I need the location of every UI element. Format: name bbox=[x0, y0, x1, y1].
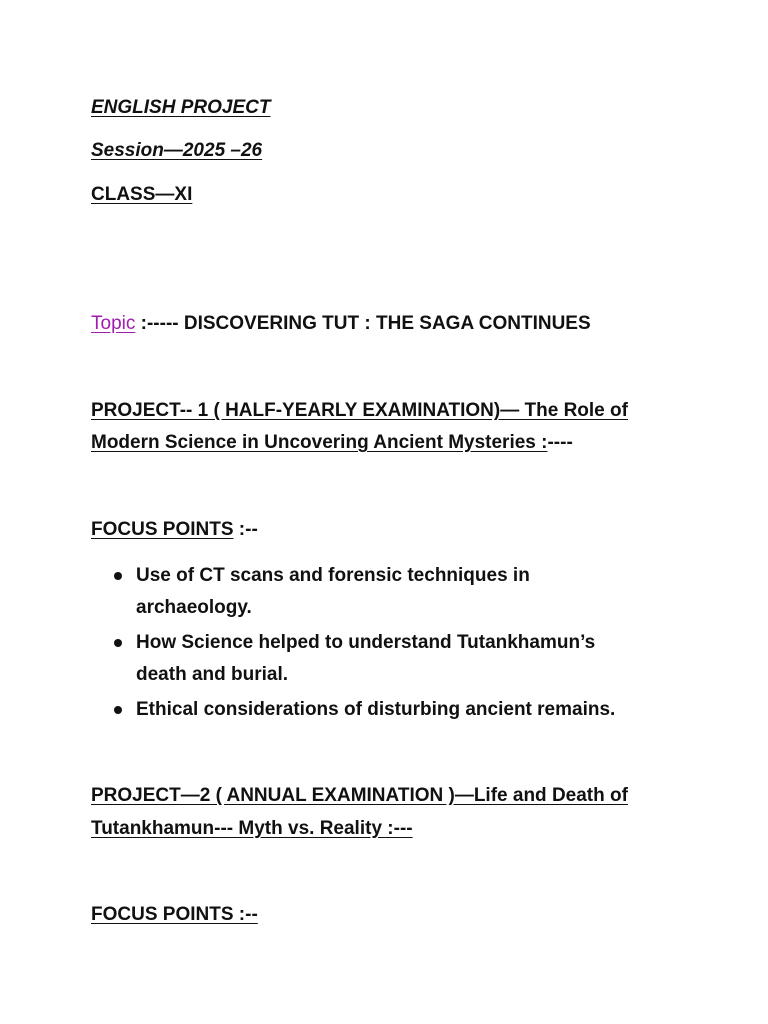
project1-focus-list bbox=[112, 560, 712, 729]
session-label: Session—2025 –26 bbox=[91, 140, 263, 161]
project2-heading-line1: PROJECT—2 ( ANNUAL EXAMINATION )—Life and Death of bbox=[91, 785, 628, 806]
bullet-icon bbox=[114, 639, 122, 647]
list-item-line1: Ethical considerations of disturbing ancient remains. bbox=[136, 699, 616, 720]
list-item-line2: archaeology. bbox=[136, 597, 252, 618]
topic-text: :----- DISCOVERING TUT : THE SAGA CONTINUES bbox=[135, 313, 591, 334]
class-label: CLASS—XI bbox=[91, 184, 193, 205]
topic-link[interactable]: Topic bbox=[91, 313, 136, 334]
list-item-line2: death and burial. bbox=[136, 664, 289, 685]
project2-heading-line2: Tutankhamun--- Myth vs. Reality :--- bbox=[91, 818, 413, 839]
project2-focus-heading: FOCUS POINTS :-- bbox=[91, 904, 258, 925]
project1-heading-line2 bbox=[91, 427, 573, 459]
focus-points-label: FOCUS POINTS bbox=[91, 519, 234, 540]
project1-heading-subtitle: Modern Science in Uncovering Ancient Mysteries : bbox=[91, 432, 548, 453]
bullet-icon bbox=[114, 572, 122, 580]
project1-heading-line1: PROJECT-- 1 ( HALF-YEARLY EXAMINATION)— The Role of bbox=[91, 400, 628, 421]
list-item-line1: Use of CT scans and forensic techniques in bbox=[136, 565, 530, 586]
project1-heading-tail: ---- bbox=[547, 432, 573, 453]
list-item-line1: How Science helped to understand Tutankhamun’s bbox=[136, 632, 596, 653]
list-item bbox=[112, 627, 712, 691]
topic-line bbox=[91, 308, 591, 340]
project-title: ENGLISH PROJECT bbox=[91, 97, 271, 118]
focus-points-tail: :-- bbox=[233, 519, 258, 540]
list-item bbox=[112, 694, 712, 726]
list-item bbox=[112, 560, 712, 624]
bullet-icon bbox=[114, 706, 122, 714]
project1-focus-heading bbox=[91, 514, 258, 546]
